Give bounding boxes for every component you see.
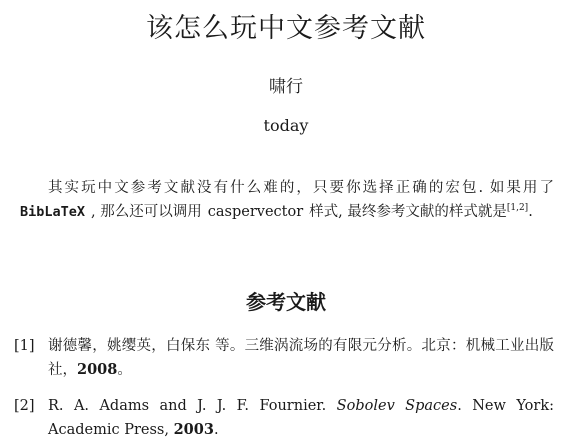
bib-entry-number: [1] [14,338,35,354]
style-name: caspervector [207,204,304,220]
bib-entry-text: 谢德馨，姚缨英，白保东 等。三维涡流场的有限元分析。北京：机械工业出版社， [48,338,554,378]
paragraph-text-2: , 那么还可以调用 [91,204,202,220]
bib-entry-body [48,334,554,382]
bib-entry [14,394,554,442]
bib-entry-year: 2008 [77,361,118,378]
bib-entry-number: [2] [14,398,35,414]
bib-entry [14,334,554,382]
body-paragraph [14,176,554,224]
bib-entry-publisher: . New York: Academic Press, [48,398,554,438]
citation-marker: [1,2] [506,203,529,213]
paragraph-text-3: 样式, 最终参考文献的样式就是 [309,204,507,220]
bib-entry-year: 2003 [173,421,214,438]
bib-entry-body [48,394,554,442]
bibliography-heading: 参考文献 [246,290,326,314]
biblatex-name: BibLaTeX [20,204,86,220]
bib-entry-text-end: 。 [117,362,132,378]
paragraph-text-4: . [528,204,533,220]
document-date: today [263,116,309,135]
author-name: 啸行 [269,77,303,97]
paragraph-text-1: 其实玩中文参考文献没有什么难的，只要你选择正确的宏包. 如果用了 [48,180,554,196]
bib-entry-book-title: Sobolev Spaces [336,398,458,414]
bib-entry-text-end: . [213,422,219,438]
document-title: 该怎么玩中文参考文献 [146,13,426,44]
bib-entry-authors: R. A. Adams and J. J. F. Fournier. [48,398,337,414]
